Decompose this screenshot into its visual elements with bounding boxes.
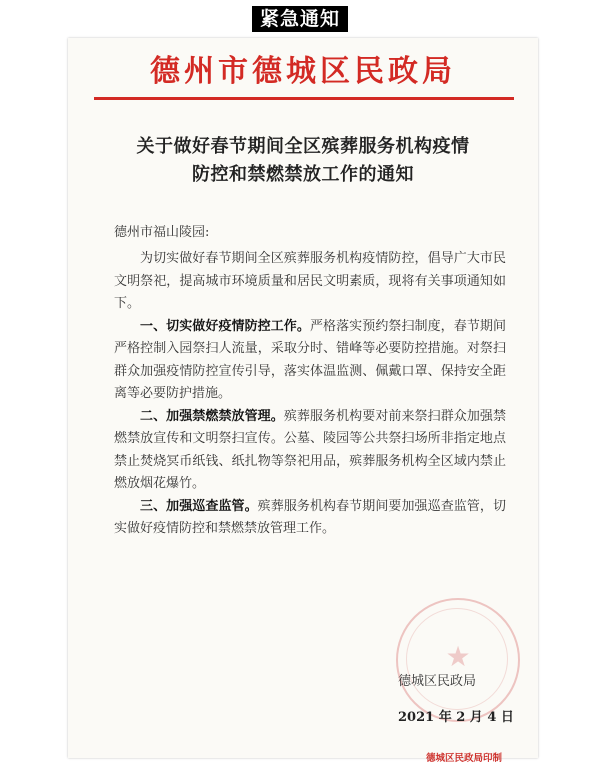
official-seal-icon: [396, 598, 520, 722]
printer-note: 德城区民政局印制: [426, 753, 503, 764]
signature: 德城区民政局: [398, 674, 477, 689]
document-body: [114, 248, 506, 541]
section-2-heading: 二、加强禁燃禁放管理。: [140, 408, 284, 424]
section-2: [114, 406, 506, 496]
seal-star-icon: ★: [445, 640, 471, 673]
section-1: [114, 316, 506, 406]
recipient: 德州市福山陵园:: [114, 225, 210, 240]
section-3-body: 殡葬服务机构春节期间要加强巡查监管，切实做好疫情防控和禁燃禁放管理工作。: [114, 498, 506, 536]
section-1-body: 严格落实预约祭扫制度，春节期间严格控制入园祭扫人流量，采取分时、错峰等必要防控措施。对祭扫群众加强疫情防控宣传引导，落实体温监测、佩戴口罩、保持安全距离等必要防护措施。: [114, 318, 506, 401]
issue-date: 2021 年 2 月 4 日: [398, 710, 514, 725]
intro-paragraph: 为切实做好春节期间全区殡葬服务机构疫情防控，倡导广大市民文明祭祀，提高城市环境质量和居民文明素质，现将有关事项通知如下。: [114, 251, 506, 311]
title-line-1: 关于做好春节期间全区殡葬服务机构疫情: [136, 136, 470, 157]
section-1-heading: 一、切实做好疫情防控工作。: [140, 318, 310, 334]
document-title: [108, 133, 498, 189]
section-3: [114, 496, 506, 541]
section-3-heading: 三、加强巡查监管。: [140, 498, 258, 514]
issuer-heading: 德州市德城区民政局: [150, 54, 456, 89]
red-divider: [94, 97, 514, 100]
document-page: [68, 38, 538, 764]
banner-label: 紧急通知: [252, 6, 348, 32]
notice-banner: [0, 0, 600, 38]
title-line-2: 防控和禁燃禁放工作的通知: [192, 164, 414, 185]
section-2-body: 殡葬服务机构要对前来祭扫群众加强禁燃禁放宣传和文明祭扫宣传。公墓、陵园等公共祭扫场所非指定地点禁止焚烧冥币纸钱、纸扎物等祭祀用品，殡葬服务机构全区域内禁止燃放烟花爆竹。: [114, 408, 506, 491]
